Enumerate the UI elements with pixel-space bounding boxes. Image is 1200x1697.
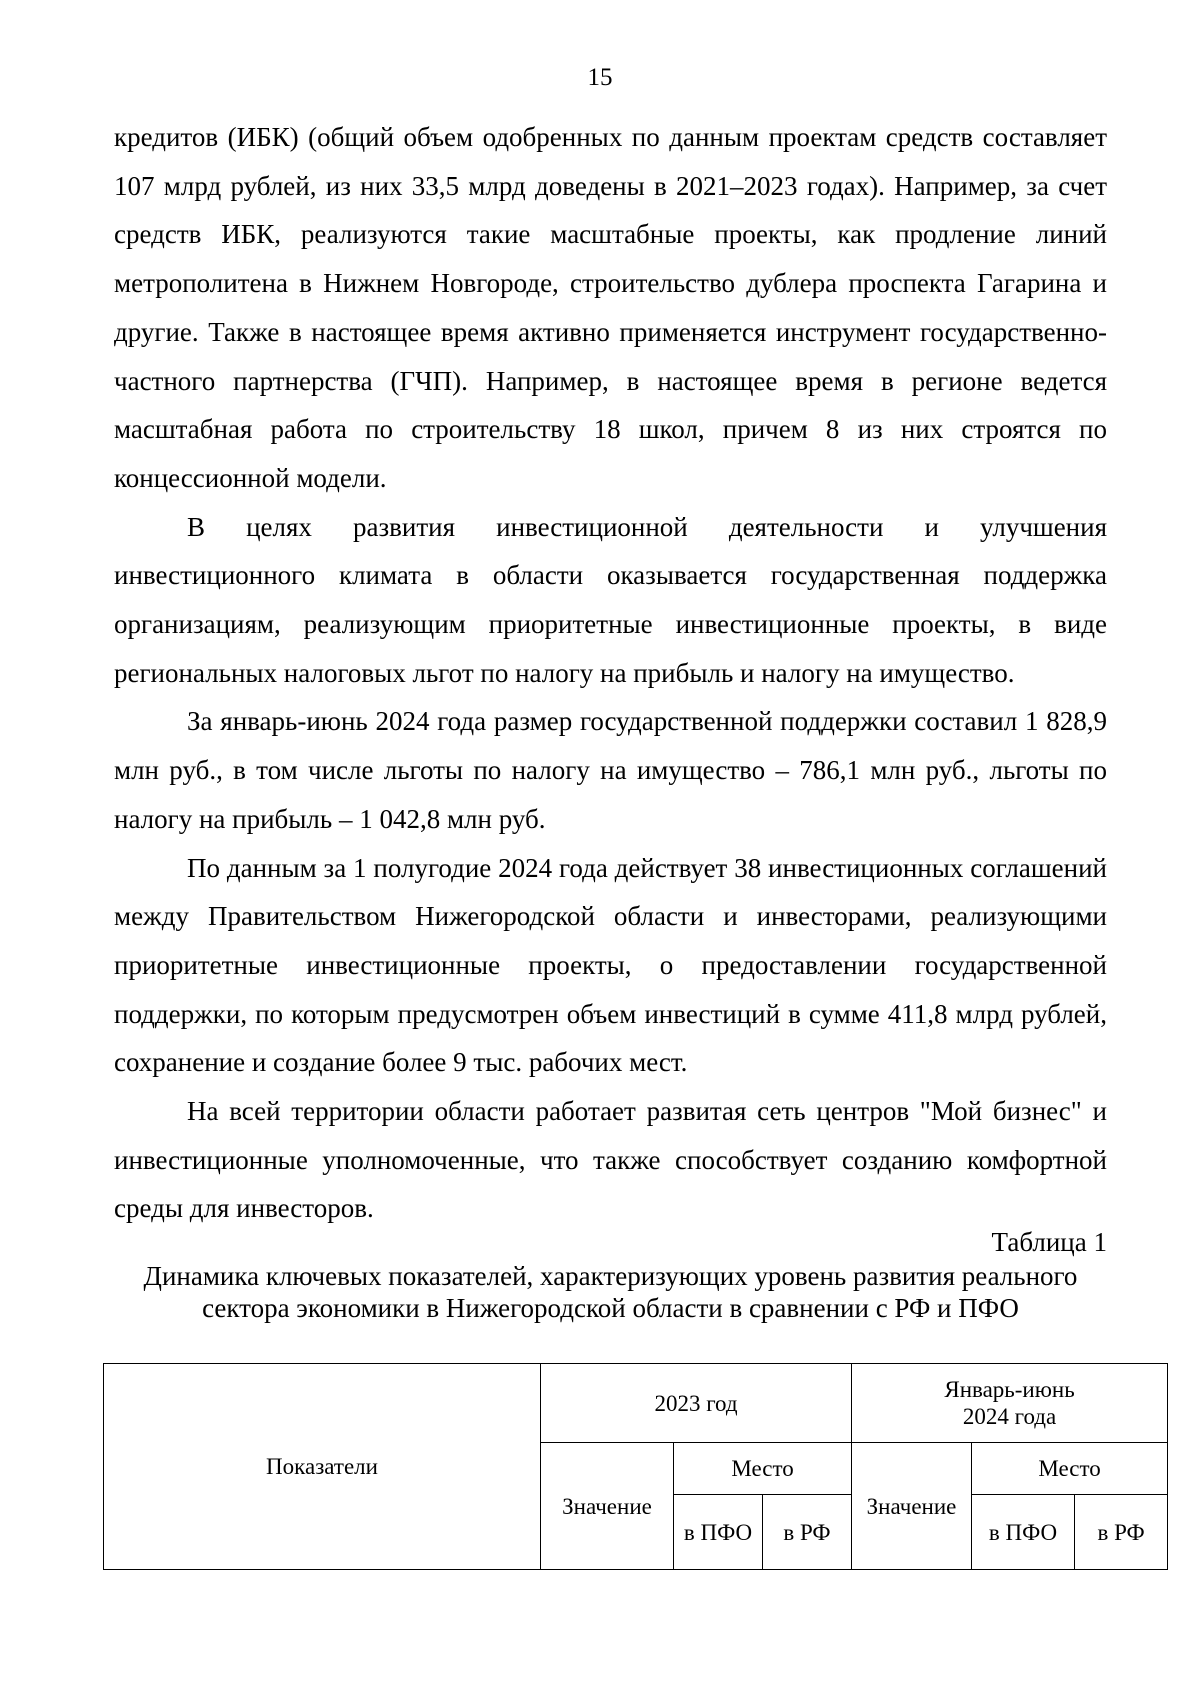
header-in-pfo-2024: в ПФО	[972, 1495, 1075, 1570]
header-period-2024-line: 2024 года	[962, 1404, 1057, 1429]
header-in-rf-2023: в РФ	[763, 1495, 852, 1570]
header-value-2023: Значение	[541, 1443, 674, 1570]
page-number: 15	[587, 64, 613, 91]
table-label: Таблица 1	[991, 1227, 1107, 1257]
header-place-2023: Место	[674, 1443, 852, 1495]
table-caption	[114, 1260, 1107, 1324]
header-value-2024: Значение	[852, 1443, 972, 1570]
paragraph: На всей территории области работает развитая сеть центров "Мой бизнес" и инвестиционные уполномоченные, что также способствует созданию комфортной среды для инвесторов.	[114, 1096, 1107, 1224]
header-period-2024	[852, 1364, 1168, 1443]
header-in-rf-2024: в РФ	[1075, 1495, 1168, 1570]
body-text	[114, 113, 1107, 1233]
indicators-table	[103, 1363, 1168, 1570]
paragraph: По данным за 1 полугодие 2024 года действует 38 инвестиционных соглашений между Правительством Нижегородской области и инвесторами, реализующими приоритетные инвестиционные проекты, о предоставлении государственной поддержки, по которым предусмотрен объем инвестиций в сумме 411,8 млрд рублей, сохранение и создание более 9 тыс. рабочих мест.	[114, 852, 1107, 1078]
paragraph: В целях развития инвестиционной деятельности и улучшения инвестиционного климата в области оказывается государственная поддержка организациям, реализующим приоритетные инвестиционные проекты, в виде региональных налоговых льгот по налогу на прибыль и налогу на имущество.	[114, 511, 1107, 688]
table-caption-line: Динамика ключевых показателей, характеризующих уровень развития реального	[143, 1261, 1078, 1291]
header-place-2024: Место	[972, 1443, 1168, 1495]
header-period-2023: 2023 год	[541, 1364, 852, 1443]
paragraph: За январь-июнь 2024 года размер государственной поддержки составил 1 828,9 млн руб., в том числе льготы по налогу на имущество – 786,1 млн руб., льготы по налогу на прибыль – 1 042,8 млн руб.	[114, 706, 1107, 834]
paragraph: кредитов (ИБК) (общий объем одобренных по данным проектам средств составляет 107 млрд рублей, из них 33,5 млрд доведены в 2021–2023 годах). Например, за счет средств ИБК, реализуются такие масштабные проекты, как продление линий метрополитена в Нижнем Новгороде, строительство дублера проспекта Гагарина и другие. Также в настоящее время активно применяется инструмент государственно-частного партнерства (ГЧП). Например, в настоящее время в регионе ведется масштабная работа по строительству 18 школ, причем 8 из них строятся по концессионной модели.	[114, 122, 1107, 493]
header-period-2024-line: Январь-июнь	[944, 1377, 1075, 1402]
header-in-pfo-2023: в ПФО	[674, 1495, 763, 1570]
table-caption-line: сектора экономики в Нижегородской области в сравнении с РФ и ПФО	[202, 1293, 1019, 1323]
header-indicators: Показатели	[104, 1364, 541, 1570]
